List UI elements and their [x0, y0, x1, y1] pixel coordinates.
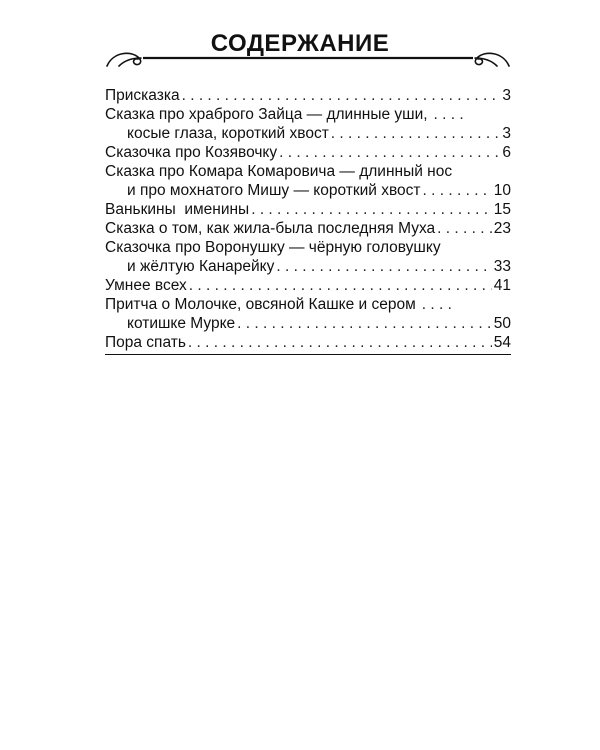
toc-entry-title-cont: котишке Мурке: [127, 315, 236, 332]
toc-entry-continuation: [105, 181, 511, 200]
toc-entry-title: Притча о Молочке, овсяной Кашке и сером: [105, 296, 416, 313]
toc-entry-page: 15: [493, 201, 511, 218]
toc-entry-title: Сказочка про Воронушку — чёрную головушку: [105, 239, 441, 256]
toc-entry: [105, 105, 511, 124]
toc-entry-title: Присказка: [105, 87, 180, 104]
toc-entry-title: Ванькины именины: [105, 201, 250, 218]
leader-dots: [251, 200, 492, 219]
toc-entry: [105, 219, 511, 238]
toc-entry-title: Сказка про Комара Комаровича — длинный нос: [105, 163, 453, 180]
leader-dots: [276, 257, 491, 276]
toc-entry-continuation: [105, 314, 511, 333]
toc-entry: [105, 238, 511, 257]
leader-dots: [189, 276, 492, 295]
toc-entry-page: 3: [502, 87, 511, 104]
toc-entry: [105, 86, 511, 105]
leader-dots: [182, 86, 501, 105]
toc-entry-page: 3: [502, 125, 511, 142]
leader-dots: [423, 181, 492, 200]
toc-entry: [105, 333, 511, 352]
toc-entry: [105, 295, 511, 314]
toc-entry: [105, 162, 511, 181]
toc-entry-continuation: [105, 257, 511, 276]
toc-entry: [105, 143, 511, 162]
toc-entry-title-cont: и жёлтую Канарейку: [127, 258, 275, 275]
leader-dots: [331, 124, 501, 143]
toc-entry-page: 10: [493, 182, 511, 199]
toc-entry-page: 54: [493, 334, 511, 351]
page-title: СОДЕРЖАНИЕ: [210, 30, 390, 57]
toc-entry-page: 33: [493, 258, 511, 275]
leader-dots: [434, 105, 464, 124]
toc-entry-title: Сказочка про Козявочку: [105, 144, 278, 161]
table-of-contents: [105, 86, 511, 355]
leader-dots: [422, 295, 452, 314]
toc-entry-title: Умнее всех: [105, 277, 187, 294]
toc-entry-page: 50: [493, 315, 511, 332]
leader-dots: [279, 143, 500, 162]
toc-entry: [105, 200, 511, 219]
toc-entry-continuation: [105, 124, 511, 143]
toc-entry: [105, 276, 511, 295]
toc-entry-page: 23: [493, 220, 511, 237]
toc-entry-title: Сказка про храброго Зайца — длинные уши,: [105, 106, 428, 123]
title-ornament: [105, 44, 511, 72]
toc-entry-title: Сказка о том, как жила-была последняя Муха: [105, 220, 436, 237]
toc-entry-title-cont: косые глаза, короткий хвост: [127, 125, 329, 142]
toc-entry-page: 6: [502, 144, 511, 161]
toc-entry-title: Пора спать: [105, 334, 186, 351]
leader-dots: [237, 314, 492, 333]
leader-dots: [188, 333, 492, 352]
toc-entry-title-cont: и про мохнатого Мишу — короткий хвост: [127, 182, 421, 199]
leader-dots: [437, 219, 492, 238]
toc-entry-page: 41: [493, 277, 511, 294]
